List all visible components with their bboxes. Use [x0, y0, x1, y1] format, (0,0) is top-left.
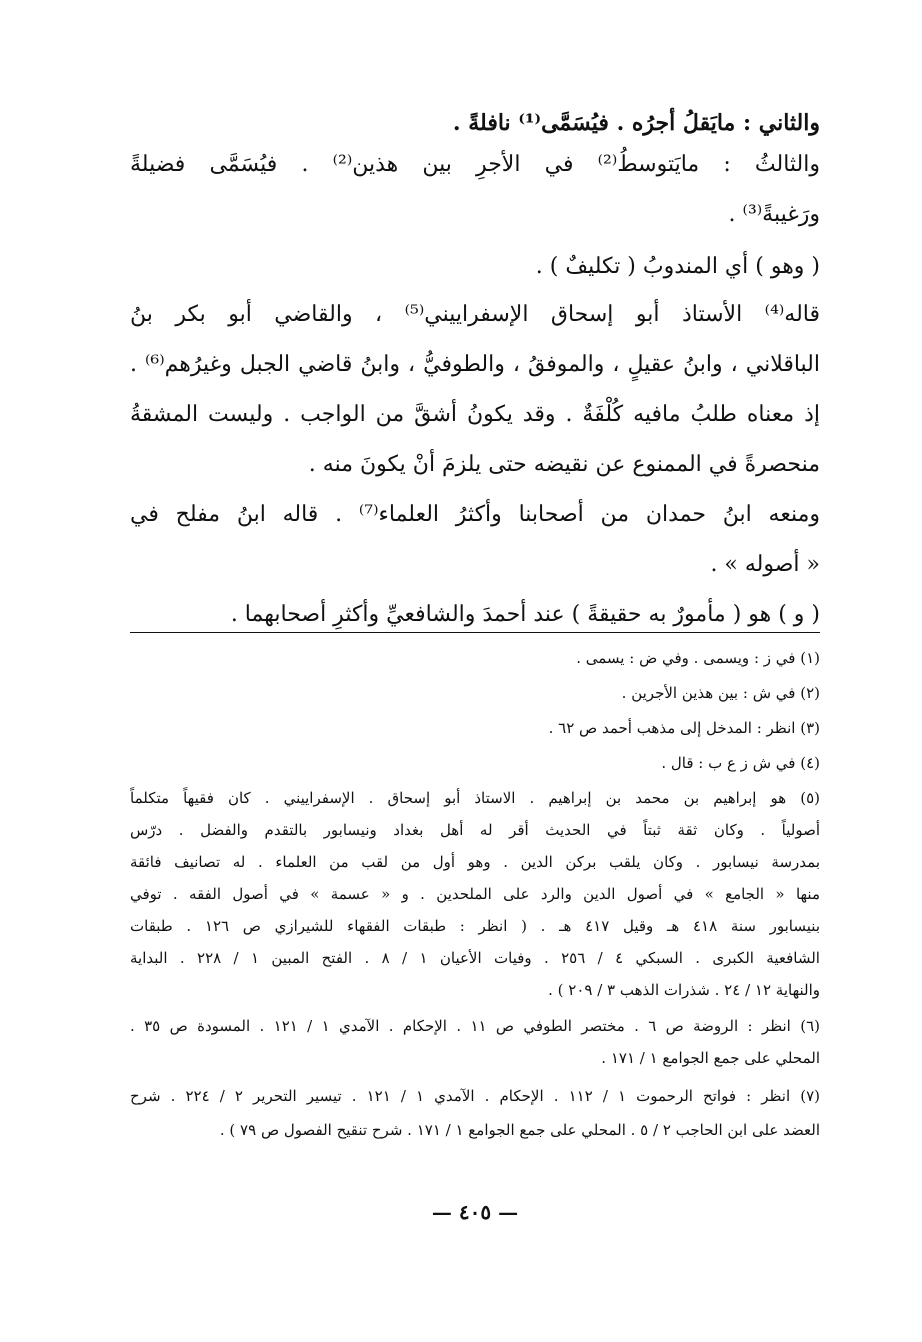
footnote-line: أصولياً . وكان ثقة ثبتاً في الحديث أقر له أهل بغداد ونيسابور بالتقدم والفضل . درّس [130, 821, 820, 839]
footnote-line: والنهاية ١٢ / ٢٤ . شذرات الذهب ٣ / ٢٠٩ ) . [548, 981, 820, 999]
text-line: والثالثُ : مايَتوسطُ⁽²⁾ في الأجرِ بين هذين⁽²⁾ . فيُسَمَّى فضيلةً [130, 152, 820, 177]
footnote-line: منها « الجامع » في أصول الدين والرد على الملحدين . و « عسمة » في أصول الفقه . توفي [130, 885, 820, 903]
text-line: منحصرةً في الممنوع عن نقيضه حتى يلزمَ أنْ يكونَ منه . [308, 452, 820, 477]
text-line: والثاني : مايَقلُ أجرُه . فيُسَمَّى⁽¹⁾ نافلةً . [452, 110, 820, 136]
footnote-line: (٤) في ش ز ع ب : قال . [661, 754, 820, 772]
footnote-line: الشافعية الكبرى . السبكي ٤ / ٢٥٦ . وفيات الأعيان ١ / ٨ . الفتح المبين ١ / ٢٢٨ . البداية [130, 949, 820, 967]
text-line: إذ معناه طلبُ مافيه كُلْفَةٌ . وقد يكونُ أشقَّ من الواجب . وليست المشقةُ [130, 402, 820, 427]
footnote-line: العضد على ابن الحاجب ٢ / ٥ . المحلي على جمع الجوامع ١ / ١٧١ . شرح تنقيح الفصول ص ٧٩ ) . [219, 1121, 820, 1139]
footnote-line: المحلي على جمع الجوامع ١ / ١٧١ . [601, 1049, 820, 1067]
text-line: قاله⁽⁴⁾ الأستاذ أبو إسحاق الإسفراييني⁽⁵⁾ ، والقاضي أبو بكر بنُ [130, 302, 821, 327]
text-line: « أصوله » . [710, 552, 820, 577]
text-line: الباقلاني ، وابنُ عقيلٍ ، والموفقُ ، والطوفيُّ ، وابنُ قاضي الجبل وغيرُهم⁽⁶⁾ . [130, 352, 821, 377]
footnote-line: (٢) في ش : بين هذين الأجرين . [621, 684, 820, 702]
footnote-line: بمدرسة نيسابور . وكان يلقب بركن الدين . وهو أول من لقب من العلماء . له تصانيف فائقة [130, 853, 820, 871]
text-line: ( وهو ) أي المندوبُ ( تكليفٌ ) . [535, 254, 820, 279]
page-number: — ٤٠٥ — [431, 1200, 519, 1224]
footnote-line: (٥) هو إبراهيم بن محمد بن إبراهيم . الاستاذ أبو إسحاق . الإسفراييني . كان فقيهاً متكلماً [130, 789, 820, 807]
footnote-line: (٧) انظر : فواتح الرحموت ١ / ١١٢ . الإحكام . الآمدي ١ / ١٢١ . تيسير التحرير ٢ / ٢٢٤ . شرح [130, 1087, 821, 1105]
footnote-line: بنيسابور سنة ٤١٨ هـ وقيل ٤١٧ هـ . ( انظر : طبقات الفقهاء للشيرازي ص ١٢٦ . طبقات [130, 917, 820, 935]
text-line: ( و ) هو ( مأمورٌ به حقيقةً ) عند أحمدَ والشافعيِّ وأكثرِ أصحابهما . [230, 602, 820, 627]
text-line: ومنعه ابنُ حمدان من أصحابنا وأكثرُ العلماء⁽⁷⁾ . قاله ابنُ مفلح في [130, 502, 820, 527]
footnote-line: (١) في ز : ويسمى . وفي ض : يسمى . [576, 649, 820, 667]
footnote-line: (٣) انظر : المدخل إلى مذهب أحمد ص ٦٢ . [548, 719, 820, 737]
footnote-line: (٦) انظر : الروضة ص ٦ . مختصر الطوفي ص ١١ . الإحكام . الآمدي ١ / ١٢١ . المسودة ص ٣٥ . [130, 1017, 820, 1035]
text-line: ورَغيبةً⁽³⁾ . [728, 202, 820, 227]
footnote-separator [130, 632, 820, 633]
